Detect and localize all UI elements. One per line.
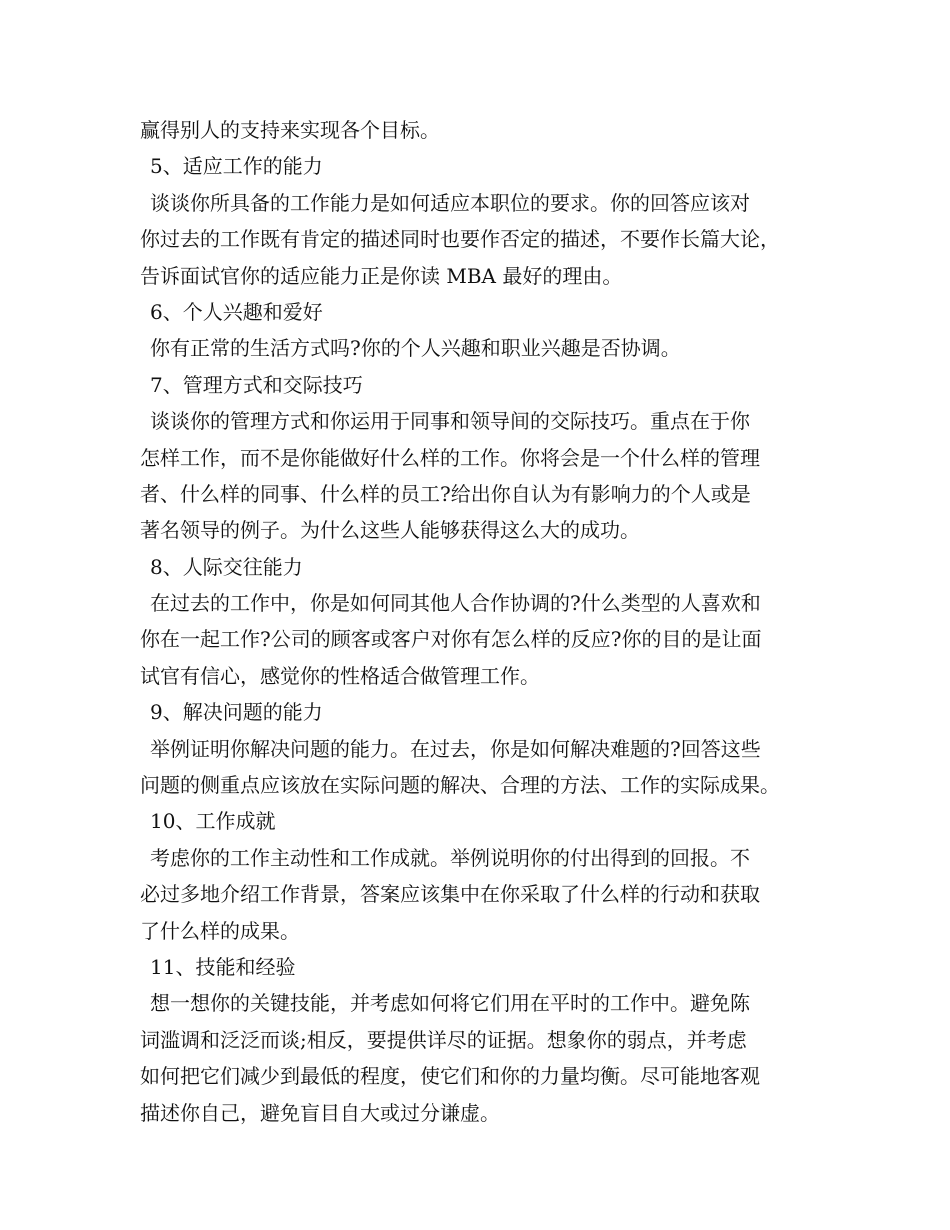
body-line: 试官有信心，感觉你的性格适合做管理工作。 [140, 663, 540, 688]
paragraph-first-line: 在过去的工作中，你是如何同其他人合作协调的?什么类型的人喜欢和 [150, 591, 761, 616]
body-line: 著名领导的例子。为什么这些人能够获得这么大的成功。 [140, 518, 640, 543]
document-body [140, 112, 840, 1131]
body-line: 告诉面试官你的适应能力正是你读 MBA 最好的理由。 [140, 263, 623, 288]
body-line: 必过多地介绍工作背景，答案应该集中在你采取了什么样的行动和获取 [140, 882, 760, 907]
body-line: 你过去的工作既有肯定的描述同时也要作否定的描述，不要作长篇大论， [140, 227, 780, 252]
paragraph-first-line: 谈谈你的管理方式和你运用于同事和领导间的交际技巧。重点在于你 [150, 409, 750, 434]
body-line: 问题的侧重点应该放在实际问题的解决、合理的方法、工作的实际成果。 [140, 773, 780, 798]
paragraph-first-line: 想一想你的关键技能，并考虑如何将它们用在平时的工作中。避免陈 [150, 991, 750, 1016]
body-line: 怎样工作，而不是你能做好什么样的工作。你将会是一个什么样的管理 [140, 445, 760, 470]
body-line: 者、什么样的同事、什么样的员工?给出你自认为有影响力的个人或是 [140, 481, 751, 506]
body-line: 赢得别人的支持来实现各个目标。 [140, 118, 440, 142]
section-heading: 7、管理方式和交际技巧 [150, 372, 363, 397]
section-heading: 10、工作成就 [150, 809, 276, 834]
body-line: 了什么样的成果。 [140, 918, 300, 943]
body-line: 如何把它们减少到最低的程度，使它们和你的力量均衡。尽可能地客观 [140, 1064, 760, 1089]
paragraph-first-line: 举例证明你解决问题的能力。在过去，你是如何解决难题的?回答这些 [150, 736, 761, 761]
body-line: 描述你自己，避免盲目自大或过分谦虚。 [140, 1100, 500, 1125]
paragraph-first-line: 你有正常的生活方式吗?你的个人兴趣和职业兴趣是否协调。 [150, 336, 681, 361]
section-heading: 11、技能和经验 [150, 954, 296, 979]
section-heading: 8、人际交往能力 [150, 554, 303, 579]
paragraph-first-line: 考虑你的工作主动性和工作成就。举例说明你的付出得到的回报。不 [150, 845, 750, 870]
section-heading: 5、适应工作的能力 [150, 154, 323, 179]
section-heading: 6、个人兴趣和爱好 [150, 299, 323, 324]
paragraph-first-line: 谈谈你所具备的工作能力是如何适应本职位的要求。你的回答应该对 [150, 190, 750, 215]
body-line: 你在一起工作?公司的顾客或客户对你有怎么样的反应?你的目的是让面 [140, 627, 762, 652]
section-heading: 9、解决问题的能力 [150, 700, 323, 725]
body-line: 词滥调和泛泛而谈;相反，要提供详尽的证据。想象你的弱点，并考虑 [140, 1027, 747, 1052]
